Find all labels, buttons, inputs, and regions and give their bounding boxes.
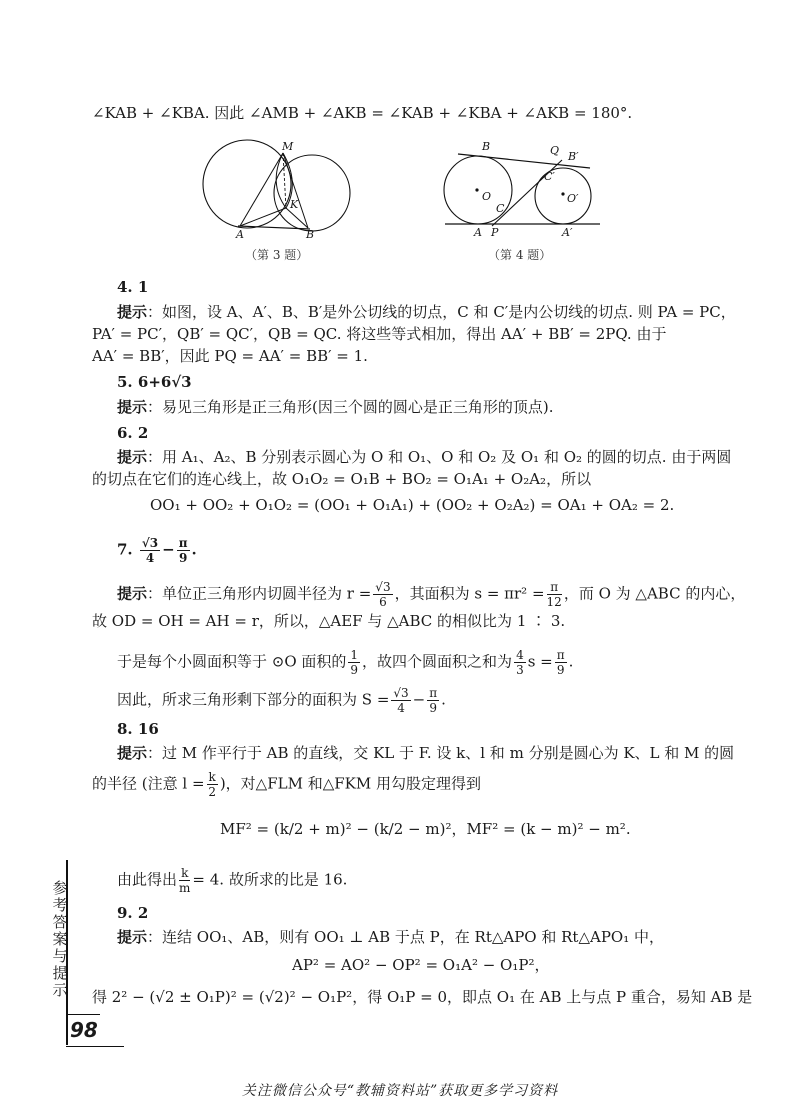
answer-5: 5. 6+6√3 [117, 373, 192, 391]
hint-7-line-4 [117, 686, 446, 715]
hint-9-line-1 [117, 926, 664, 948]
hint-text: . [568, 652, 574, 671]
equation-6: OO₁ + OO₂ + O₁O₂ = (OO₁ + O₁A₁) + (OO₂ + O₂A₂) = OA₁ + OA₂ = 2. [150, 496, 675, 514]
label-B: B [482, 140, 491, 153]
hint-4-line-1 [117, 301, 736, 323]
denominator: 9 [178, 551, 188, 565]
hint-8-line-2 [92, 770, 481, 799]
label-P: P [491, 226, 499, 239]
footer-note: 关注微信公众号“教辅资料站”获取更多学习资料 [241, 1083, 559, 1099]
label-Q: Q [550, 144, 560, 157]
hint-text: 由此得出 [117, 870, 178, 889]
section-sidebar-label: 参考答案与提示 [52, 879, 68, 999]
fraction [427, 686, 439, 715]
label-C-prime: C′ [544, 170, 555, 183]
hint-label: 提示 [117, 448, 148, 466]
fraction [179, 866, 190, 895]
hint-label: 提示 [117, 928, 148, 946]
label-K: K [290, 198, 299, 211]
denominator: 9 [556, 663, 565, 677]
hint-text: ，故四个圆面积之和为 [362, 652, 513, 671]
hint-text: s = [527, 652, 553, 671]
operator: − [162, 540, 175, 559]
answer-8: 8. 16 [117, 720, 159, 738]
hint-text: = 4. 故所求的比是 16. [192, 870, 348, 889]
denominator: 12 [546, 595, 562, 609]
denominator: 3 [516, 663, 524, 677]
hint-text: ：连结 OO₁、AB，则有 OO₁ ⊥ AB 于点 P，在 Rt△APO 和 Rt△APO₁ 中， [147, 928, 664, 946]
answer-7 [117, 536, 197, 565]
fraction [514, 648, 526, 677]
denominator: 9 [429, 701, 438, 715]
denominator: 9 [350, 663, 359, 677]
label-O-prime: O′ [567, 192, 579, 205]
figure-3 [198, 138, 358, 242]
hint-8-line-3 [117, 866, 347, 895]
page-number: 98 [70, 1018, 98, 1042]
numerator: π [547, 580, 562, 595]
answer-9: 9. 2 [117, 904, 149, 922]
hint-6-line-2: 的切点在它们的连心线上，故 O₁O₂ = O₁B + BO₂ = O₁A₁ + O₂A₂，所以 [92, 470, 592, 488]
denominator: 4 [145, 551, 155, 565]
hint-label: 提示 [117, 744, 148, 762]
hint-text: ，而 O 为 △ABC 的内心， [563, 584, 746, 603]
answer-4: 4. 1 [117, 278, 149, 296]
numerator: √3 [393, 686, 409, 700]
hint-text: 因此，所求三角形剩下部分的面积为 S = [117, 690, 390, 709]
denominator: 2 [208, 785, 216, 799]
label-C: C [496, 202, 505, 215]
fraction [348, 648, 360, 677]
hint-text: ：单位正三角形内切圆半径为 r = [147, 584, 372, 603]
hint-text: )，对△FLM 和△FKM 用勾股定理得到 [219, 774, 481, 793]
figure-4-caption: （第 4 题） [488, 248, 552, 262]
hint-text: ：用 A₁、A₂、B 分别表示圆心为 O 和 O₁、O 和 O₂ 及 O₁ 和 O₂ 的圆的切点. 由于两圆 [147, 448, 732, 466]
hint-8-line-1 [117, 742, 734, 764]
equation-8: MF² = (k/2 + m)² − (k/2 − m)²，MF² = (k − m)² − m². [220, 820, 631, 838]
hint-label: 提示 [117, 584, 148, 603]
hint-text: 的半径 (注意 l = [92, 774, 205, 793]
denominator: 6 [379, 595, 387, 609]
label-B: B [306, 228, 315, 241]
hint-4-line-3: AA′ = BB′，因此 PQ = AA′ = BB′ = 1. [92, 347, 368, 365]
answer-6: 6. 2 [117, 424, 149, 442]
fraction [391, 686, 410, 715]
answer-number: 7. [117, 540, 133, 559]
fraction [547, 580, 562, 609]
label-B-prime: B′ [568, 150, 579, 163]
hint-text: ：如图，设 A、A′、B、B′是外公切线的切点，C 和 C′是内公切线的切点. 则 PA = PC， [147, 303, 736, 321]
label-A: A [236, 228, 244, 241]
fraction [140, 536, 160, 565]
numerator: π [178, 536, 188, 550]
numerator: √3 [375, 580, 391, 594]
figure-4 [440, 138, 600, 242]
label-A: A [474, 226, 482, 239]
numerator: k [208, 770, 216, 784]
fraction [373, 580, 392, 609]
fraction [207, 770, 218, 799]
hint-label: 提示 [117, 303, 148, 321]
hint-7-line-1 [117, 580, 745, 609]
page-rule [66, 1046, 124, 1047]
hint-text: ，其面积为 s = πr² = [394, 584, 545, 603]
fraction [177, 536, 190, 565]
hint-text: . [441, 690, 446, 709]
hint-text: 于是每个小圆面积等于 ⊙O 面积的 [117, 652, 347, 671]
hint-5-line-1 [117, 396, 554, 418]
denominator: 4 [397, 701, 405, 715]
text-line: ∠KAB + ∠KBA. 因此 ∠AMB + ∠AKB = ∠KAB + ∠KBA + ∠AKB = 180°. [92, 104, 633, 122]
hint-label: 提示 [117, 398, 148, 416]
numerator: π [556, 648, 565, 662]
hint-text: ：易见三角形是正三角形(因三个圆的圆心是正三角形的顶点). [147, 398, 554, 416]
label-O: O [482, 190, 492, 203]
numerator: √3 [141, 536, 159, 550]
fraction [555, 648, 567, 677]
label-M: M [282, 140, 294, 153]
operator: − [412, 690, 426, 709]
numerator: k [179, 866, 190, 881]
figure-3-caption: （第 3 题） [245, 248, 309, 262]
denominator: m [179, 881, 191, 895]
numerator: 4 [516, 648, 524, 662]
numerator: 1 [350, 648, 359, 662]
numerator: π [429, 686, 438, 700]
hint-7-line-2: 故 OD = OH = AH = r，所以，△AEF 与 △ABC 的相似比为 1 ∶ 3. [92, 612, 566, 630]
hint-6-line-1 [117, 446, 731, 468]
hint-9-line-2: 得 2² − (√2 ± O₁P)² = (√2)² − O₁P²，得 O₁P = 0，即点 O₁ 在 AB 上与点 P 重合，易知 AB 是 [92, 988, 753, 1006]
hint-text: ：过 M 作平行于 AB 的直线，交 KL 于 F. 设 k、l 和 m 分别是圆心为 K、L 和 M 的圆 [147, 744, 735, 762]
period: . [191, 540, 197, 559]
equation-9: AP² = AO² − OP² = O₁A² − O₁P²， [292, 956, 550, 974]
label-A-prime: A′ [562, 226, 573, 239]
hint-4-line-2: PA′ = PC′，QB′ = QC′，QB = QC. 将这些等式相加，得出 AA′ + BB′ = 2PQ. 由于 [92, 325, 667, 343]
hint-7-line-3 [117, 648, 573, 677]
